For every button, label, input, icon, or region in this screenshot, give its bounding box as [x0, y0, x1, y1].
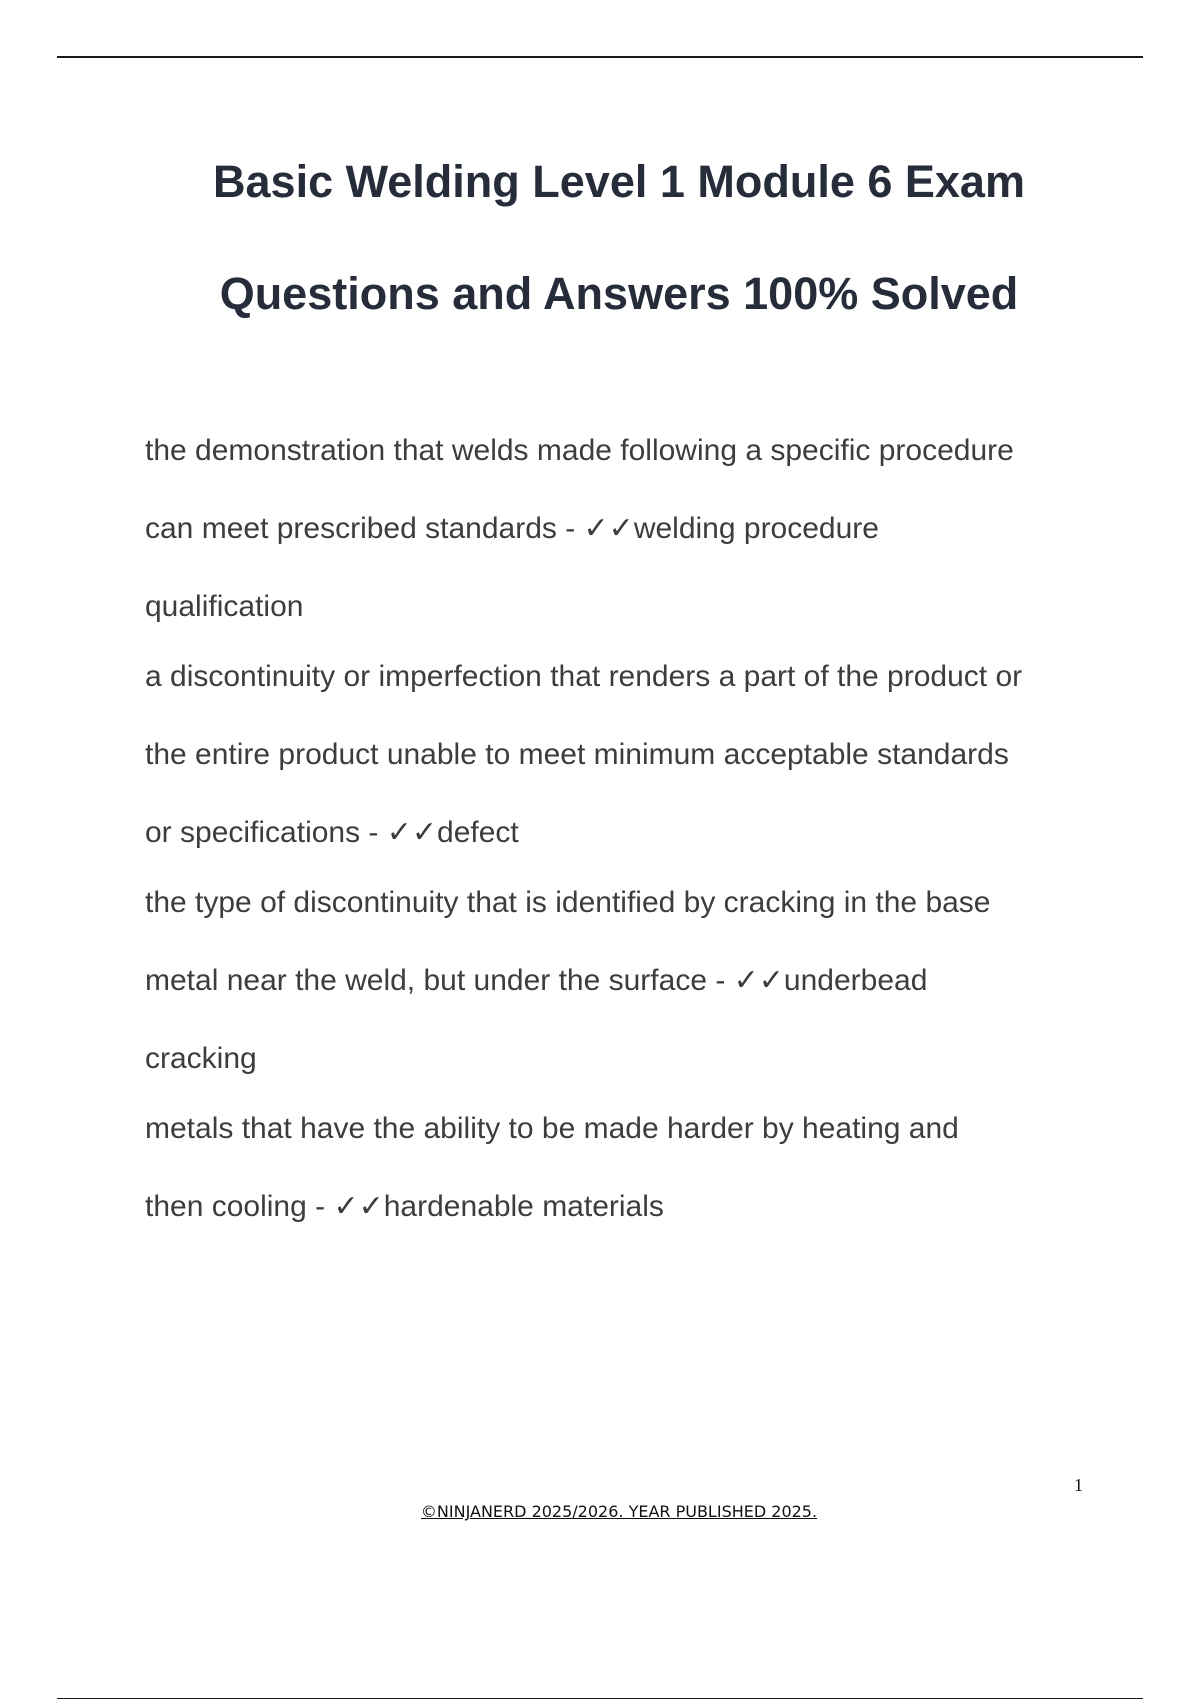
qa-text-line: can meet prescribed standards - ✓✓welding procedure — [145, 512, 879, 545]
copyright-footer: ©NINJANERD 2025/2026. YEAR PUBLISHED 2025. — [420, 1502, 818, 1521]
qa-text-line: then cooling - ✓✓hardenable materials — [145, 1190, 664, 1223]
document-title — [0, 126, 1200, 350]
qa-item — [145, 884, 1105, 1078]
page-number: 1 — [1074, 1475, 1083, 1495]
qa-text-line: metal near the weld, but under the surface - ✓✓underbead — [145, 964, 928, 997]
title-line-2: Questions and Answers 100% Solved — [219, 268, 1019, 319]
qa-list — [145, 432, 1105, 1226]
qa-text-line: qualification — [145, 590, 304, 623]
qa-text-line: a discontinuity or imperfection that renders a part of the product or — [145, 660, 1023, 693]
qa-item — [145, 1110, 1105, 1226]
qa-text-line: cracking — [145, 1042, 257, 1075]
qa-text-line: metals that have the ability to be made harder by heating and — [145, 1112, 959, 1145]
qa-text-line: the demonstration that welds made following a specific procedure — [145, 434, 1014, 467]
qa-item — [145, 658, 1105, 852]
qa-text-line: the entire product unable to meet minimum acceptable standards — [145, 738, 1009, 771]
qa-text-line: or specifications - ✓✓defect — [145, 816, 519, 849]
top-rule — [57, 56, 1143, 58]
title-line-1: Basic Welding Level 1 Module 6 Exam — [213, 156, 1025, 207]
qa-item — [145, 432, 1105, 626]
qa-text-line: the type of discontinuity that is identified by cracking in the base — [145, 886, 991, 919]
bottom-rule — [57, 1698, 1143, 1699]
